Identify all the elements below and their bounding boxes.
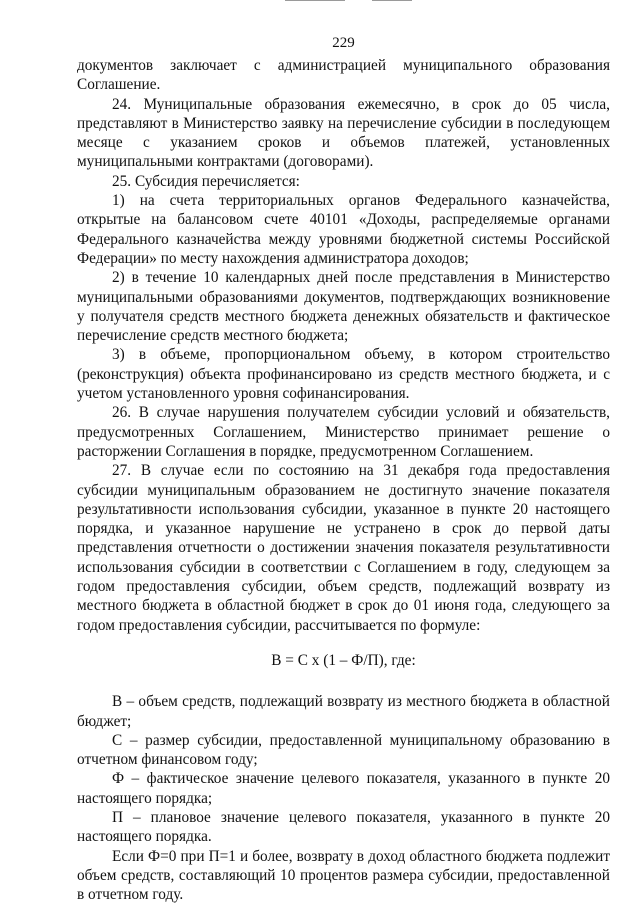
definition-paragraph: С – размер субсидии, предоставленной муниципальному образованию в отчетном финансовом году; <box>77 731 610 769</box>
formula: В = С х (1 – Ф/П), где: <box>271 651 416 669</box>
paragraph: 27. В случае если по состоянию на 31 декабря года предоставления субсидии муниципальным образованием не достигнуто значение показателя результативности использования субсидии, указанное в пункте 20 настоящего порядка, и указанное нарушение не устранено в срок до первой даты представления отчетности о достижении значения показателя результативности использования субсидии в соответствии с Соглашением в году, следующем за годом предоставления субсидии, объем средств, подлежащий возврату из местного бюджета в областной бюджет в срок до 01 июня года, следующего за годом предоставления субсидии, рассчитывается по формуле: <box>77 462 610 634</box>
paragraph: документов заключает с администрацией муниципального образования Соглашение. <box>77 57 610 94</box>
paragraph: 2) в течение 10 календарных дней после представления в Министерство муниципальными образованиями документов, подтверждающих возникновение у получателя средств местного бюджета денежных обязательств и фактическое перечисление средств местного бюджета; <box>77 269 610 345</box>
paragraph: 25. Субсидия перечисляется: <box>112 172 300 190</box>
page-number: 229 <box>332 35 355 51</box>
document-page <box>77 34 610 904</box>
paragraph: 26. В случае нарушения получателем субсидии условий и обязательств, предусмотренных Соглашением, Министерство принимает решение о расторжении Соглашения в порядке, предусмотренном Соглашением. <box>77 404 610 460</box>
paragraph: 24. Муниципальные образования ежемесячно, в срок до 05 числа, представляют в Министерство заявку на перечисление субсидии в последующем месяце с указанием сроков и объемов платежей, установленных муниципальными контрактами (договорами). <box>77 95 610 171</box>
paragraph: 3) в объеме, пропорциональном объему, в котором строительство (реконструкция) объекта профинансировано из средств местного бюджета, и с учетом установленного уровня софинансирования. <box>77 346 610 403</box>
definition-paragraph: П – плановое значение целевого показателя, указанного в пункте 20 настоящего порядка. <box>77 808 610 846</box>
definition-paragraph: Ф – фактическое значение целевого показателя, указанного в пункте 20 настоящего порядка; <box>77 770 610 807</box>
paragraph: 1) на счета территориальных органов Федерального казначейства, открытые на балансовом счете 40101 «Доходы, распределяемые органами Федерального казначейства между уровнями бюджетной системы Российской Федерации» по месту нахождения администратора доходов; <box>77 192 610 267</box>
definition-paragraph: В – объем средств, подлежащий возврату из местного бюджета в областной бюджет; <box>77 693 610 730</box>
scan-edge-mark <box>372 0 412 1</box>
scan-edge-mark <box>285 0 345 1</box>
paragraph: Если Ф=0 при П=1 и более, возврату в доход областного бюджета подлежит объем средств, составляющий 10 процентов размера субсидии, предоставленной в отчетном году. <box>77 847 610 904</box>
